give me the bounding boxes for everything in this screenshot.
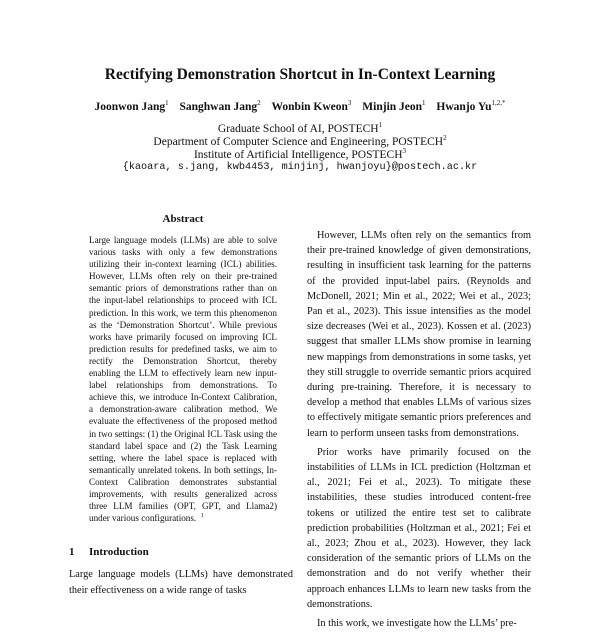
affiliation: Institute of Artificial Intelligence, POSTECH$^3$ [193, 147, 407, 161]
section-heading: 1 Introduction [69, 546, 149, 558]
paper-title: Rectifying Demonstration Shortcut in In-Context Learning [104, 66, 496, 83]
abstract-body: Large language models (LLMs) are able to solve various tasks with only a few demonstrations utilizing their in-context learning (ICL) abilities. However, LLMs often rely on their pre-trained semantic priors of demonstrations rather than on the input-label relationships to proceed with ICL prediction. In this work, we term this phenomenon as the ‘Demonstration Shortcut’. While previous works have primarily focused on improving ICL prediction results for predefined tasks, we aim to rectify the Demonstration Shortcut, thereby enabling the LLM to effectively learn new input-label relationships from demonstrations. To achieve this, we introduce In-Context Calibration, a demonstration-aware calibration method. We evaluate the effectiveness of the proposed method in two settings: (1) the Original ICL Task using the standard label space and (2) the Task Learning setting, where the label space is replaced with semantically unrelated tokens. In both settings, In-Context Calibration demonstrates substantial improvements, with results generalized across three LLM families (OPT, GPT, and Llama2) under various configurations. $^1$ [89, 235, 277, 524]
affiliation: Graduate School of AI, POSTECH$^1$ [217, 121, 383, 135]
right-column [307, 228, 531, 635]
author: Joonwon Jang$^1$ [94, 99, 169, 113]
author: Wonbin Kweon$^3$ [271, 99, 352, 113]
author: Sanghwan Jang$^2$ [179, 99, 261, 113]
intro-paragraph: Large language models (LLMs) have demonstrated their effectiveness on a wide range of tasks [69, 569, 293, 596]
author-list [0, 100, 600, 114]
affiliation: Department of Computer Science and Engineering, POSTECH$^2$ [153, 134, 447, 148]
author: Hwanjo $Yu^{1,2,*}$ [436, 99, 506, 113]
body-paragraph: In this work, we investigate how the LLMs’ pre- [317, 618, 517, 630]
footnote-mark: 1 [200, 513, 204, 520]
author-emails: {kaoara, s.jang, kwb4453, minjinj, hwanjoyu}@postech.ac.kr [122, 162, 478, 173]
abstract-heading: Abstract [162, 213, 204, 225]
body-paragraph: However, LLMs often rely on the semantics from their pre-trained knowledge of given demonstrations, resulting in insufficient task learning for the patterns of the provided input-label pairs. (Reynolds and McDonell, 2021; Min et al., 2022; Wei et al., 2023; Pan et al., 2023). This issue intensifies as the model size decreases (Wei et al., 2023). Kossen et al. (2023) suggest that smaller LLMs show promise in learning new mappings from demonstrations in some tasks, yet they still struggle to override semantic priors acquired during pre-training. Therefore, it is necessary to develop a method that enables LLMs of various sizes to effectively mitigate semantic priors preferences and learn to perform unseen tasks from demonstrations. [307, 230, 531, 439]
body-paragraph: Prior works have primarily focused on the instabilities of LLMs in ICL prediction (Holtzman et al., 2021; Fei et al., 2023). To mitigate these instabilities, these studies introduced content-free tokens or utilized the entire test set to calibrate prediction probabilities (Holtzman et al., 2021; Fei et al., 2023; Zhou et al., 2023). However, they lack consideration of the semantic priors of LLMs on the demonstration and do not verify whether their approach enhances LLMs to learn new tasks from the demonstrations. [307, 446, 531, 610]
author: Minjin Jeon$^1$ [362, 99, 426, 113]
